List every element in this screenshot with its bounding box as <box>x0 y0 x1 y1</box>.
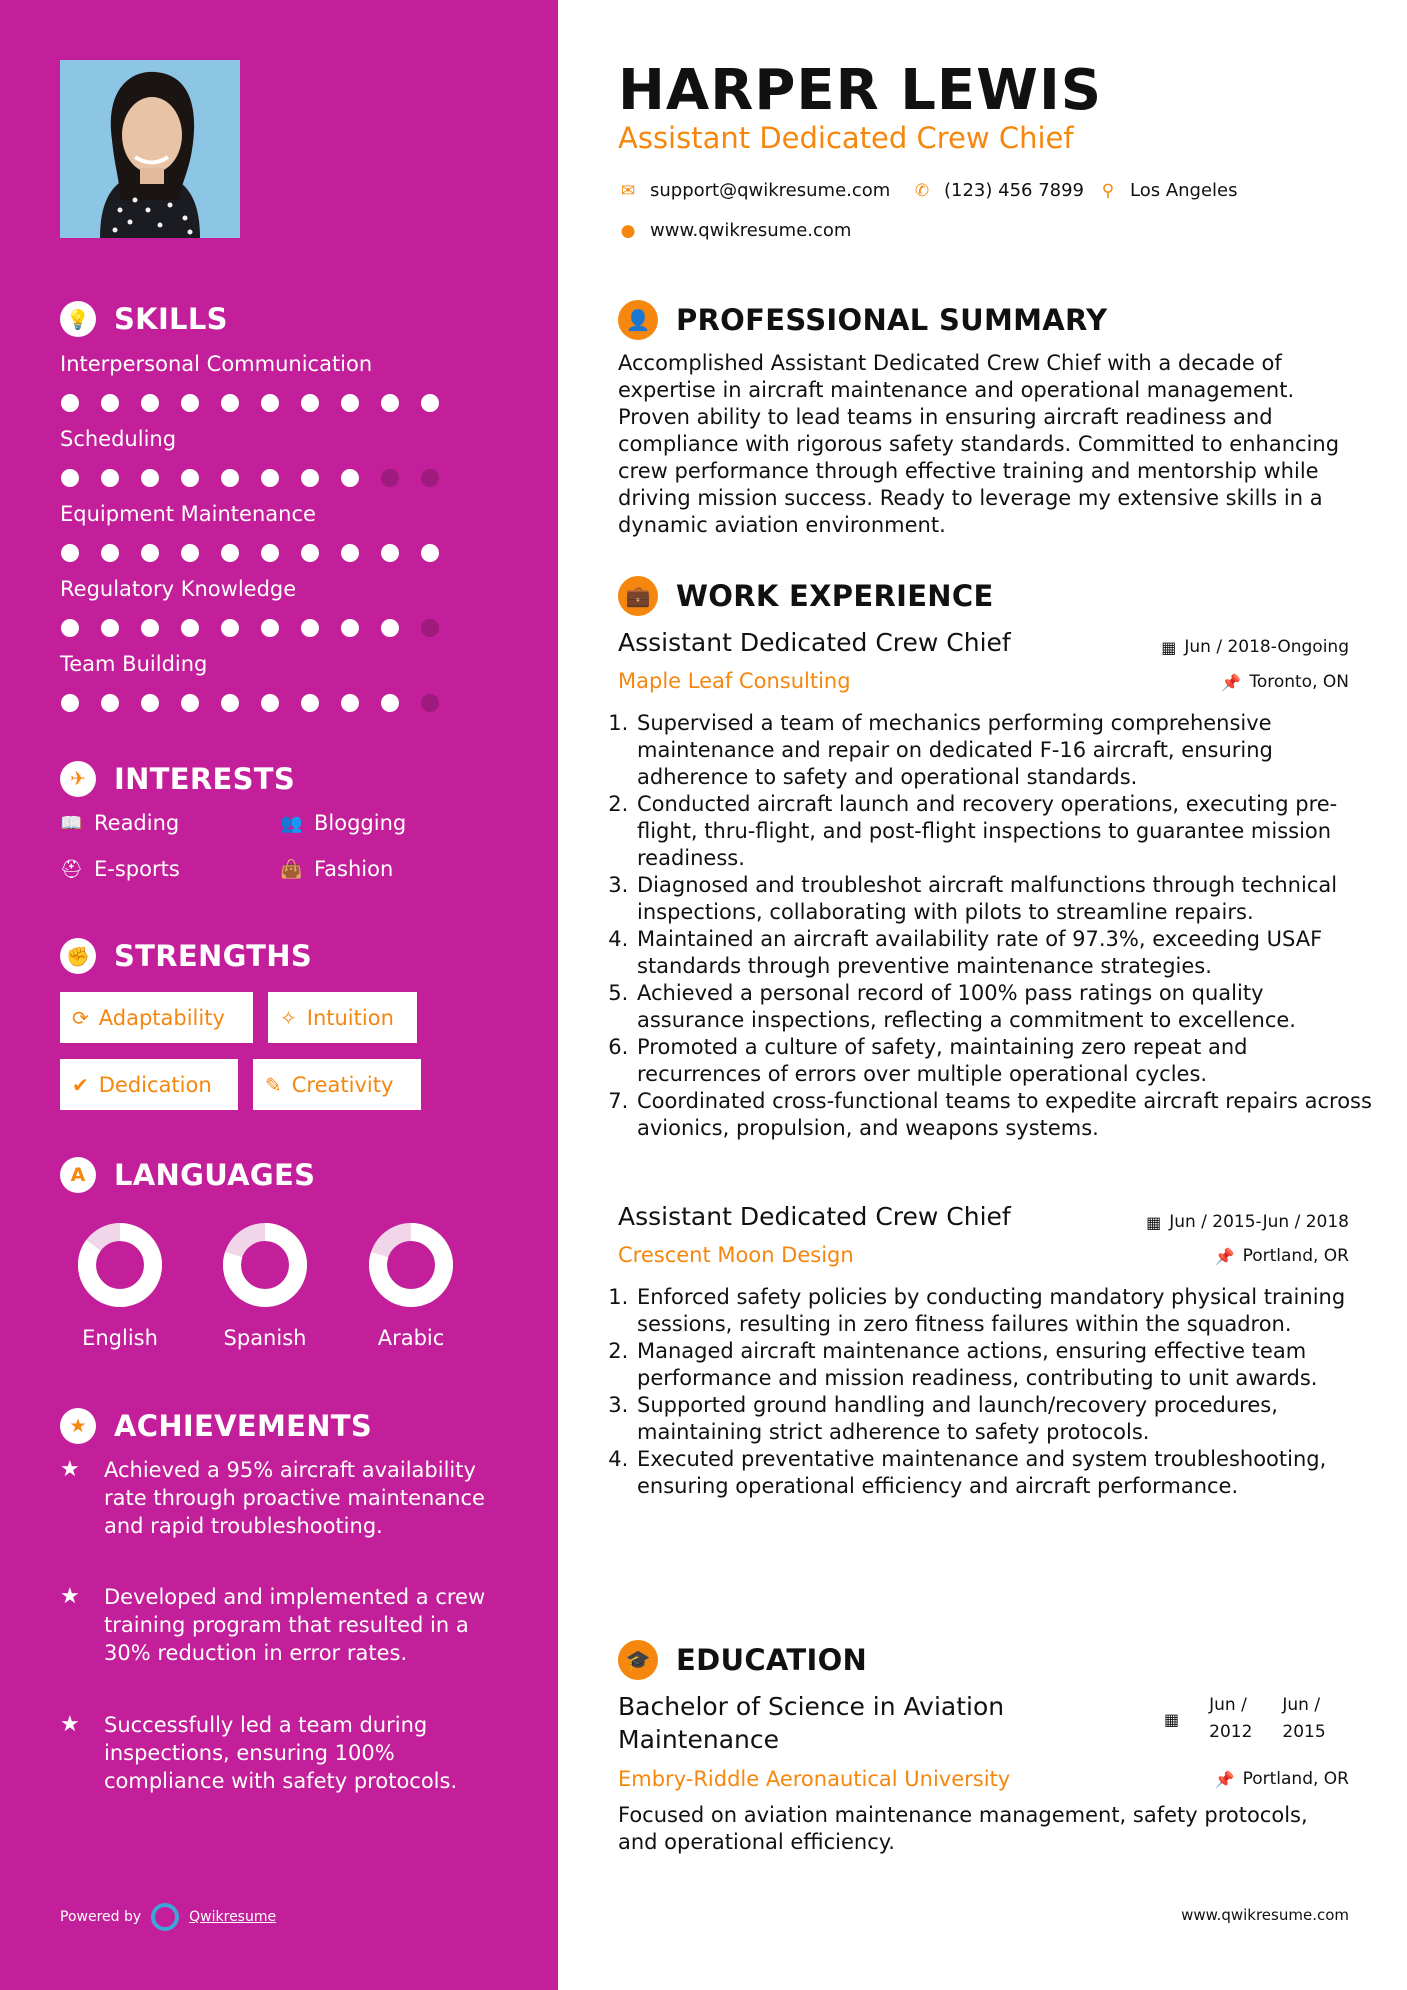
achievement-item: ★ Successfully led a team during inspections, ensuring 100% compliance with safety protocols. <box>60 1712 458 1793</box>
skill-dot <box>421 619 439 637</box>
skill-dot <box>141 469 159 487</box>
achievement-item: ★ Developed and implemented a crew training program that resulted in a 30% reduction in error rates. <box>60 1584 486 1665</box>
globe-icon: ● <box>620 220 636 241</box>
fist-icon: ✊ <box>60 938 96 974</box>
interest-item: 👥 Blogging <box>280 811 407 835</box>
skill-dot <box>301 619 319 637</box>
candidate-name: HARPER LEWIS <box>618 58 1103 123</box>
summary-heading: 👤 PROFESSIONAL SUMMARY <box>618 300 1107 340</box>
skill-dot <box>421 694 439 712</box>
skill-item: Team Building <box>60 652 500 712</box>
powered-by: Powered by Qwikresume <box>60 1903 276 1931</box>
interest-item: 👜 Fashion <box>280 857 394 881</box>
skill-dot <box>181 394 199 412</box>
skill-dot <box>141 694 159 712</box>
job-dates: ▦ Jun / 2015-Jun / 2018 <box>1146 1212 1349 1232</box>
skill-dot <box>101 394 119 412</box>
skill-dot <box>101 544 119 562</box>
skill-dot <box>261 469 279 487</box>
list-item: 1. Supervised a team of mechanics performing comprehensive maintenance and repair on dedicated F-16 aircraft, ensuring adherence to safety and operational standards. <box>635 710 1375 791</box>
skill-dot <box>381 469 399 487</box>
skill-rating <box>61 694 500 712</box>
skill-dot <box>381 694 399 712</box>
skill-item: Regulatory Knowledge <box>60 577 500 637</box>
skill-dot <box>221 694 239 712</box>
education-end: Jun / 2015 <box>1282 1695 1326 1742</box>
job-responsibilities <box>609 710 1375 1142</box>
skill-dot <box>301 469 319 487</box>
shooting-star-icon: ★ <box>60 1457 80 1482</box>
job-title: Assistant Dedicated Crew Chief <box>618 1202 1011 1231</box>
calendar-icon: ▦ <box>1164 1709 1180 1729</box>
pushpin-icon: 📌 <box>1221 672 1242 692</box>
contact-email[interactable]: ✉ support@qwikresume.com <box>618 180 890 201</box>
achievements-heading: ★ ACHIEVEMENTS <box>60 1408 372 1444</box>
skill-dot <box>221 469 239 487</box>
list-item: 2. Managed aircraft maintenance actions, ensuring effective team performance and mission readiness, contributing to unit awards. <box>635 1338 1375 1392</box>
contact-location: ⚲ Los Angeles <box>1098 180 1238 201</box>
shopping-bag-icon: 👜 <box>280 858 303 880</box>
job-company: Maple Leaf Consulting <box>618 669 851 693</box>
map-pin-icon: ⚲ <box>1101 180 1115 201</box>
skill-rating <box>61 619 500 637</box>
users-icon: 👥 <box>280 812 303 834</box>
pushpin-icon: 📌 <box>1214 1246 1235 1266</box>
shooting-star-icon: ★ <box>60 1584 80 1609</box>
lifebuoy-icon: ⛑ <box>60 858 83 880</box>
language-item: Arabic <box>356 1222 466 1350</box>
list-item: 3. Diagnosed and troubleshot aircraft malfunctions through technical inspections, collaborating with pilots to streamline repairs. <box>635 872 1375 926</box>
education-dates <box>1164 1692 1326 1746</box>
skill-dot <box>101 469 119 487</box>
graduation-icon: 🎓 <box>618 1640 658 1680</box>
strength-badge: ✎ Creativity <box>253 1059 421 1110</box>
interests-heading: ✈ INTERESTS <box>60 761 295 797</box>
job-title: Assistant Dedicated Crew Chief <box>618 628 1011 657</box>
language-ring <box>77 1222 163 1308</box>
language-ring <box>222 1222 308 1308</box>
pushpin-icon: 📌 <box>1214 1769 1235 1789</box>
skill-dot <box>61 469 79 487</box>
skill-dot <box>341 394 359 412</box>
skill-dot <box>181 544 199 562</box>
skill-dot <box>141 544 159 562</box>
shooting-star-icon: ★ <box>60 1712 80 1737</box>
strength-badge: ⟳ Adaptability <box>60 992 253 1043</box>
skill-item: Equipment Maintenance <box>60 502 500 562</box>
language-icon: A <box>60 1157 96 1193</box>
skill-dot <box>181 619 199 637</box>
list-item: 2. Conducted aircraft launch and recovery operations, executing pre-flight, thru-flight, and post-flight inspections to guarantee mission readiness. <box>635 791 1375 872</box>
skill-dot <box>381 394 399 412</box>
interest-item: 📖 Reading <box>60 811 180 835</box>
list-item: 6. Promoted a culture of safety, maintaining zero repeat and recurrences of errors over multiple operational cycles. <box>635 1034 1375 1088</box>
skill-dot <box>261 394 279 412</box>
job-company: Crescent Moon Design <box>618 1243 854 1267</box>
skill-dot <box>261 619 279 637</box>
magic-wand-icon: ✧ <box>280 1005 297 1030</box>
language-item: Spanish <box>210 1222 320 1350</box>
skill-dot <box>61 619 79 637</box>
job-dates: ▦ Jun / 2018-Ongoing <box>1161 637 1349 657</box>
contact-phone[interactable]: ✆ (123) 456 7899 <box>912 180 1084 201</box>
skill-dot <box>141 619 159 637</box>
skill-dot <box>261 544 279 562</box>
skill-rating <box>61 394 500 412</box>
skill-dot <box>341 694 359 712</box>
list-item: 3. Supported ground handling and launch/recovery procedures, maintaining strict adherence to safety protocols. <box>635 1392 1375 1446</box>
experience-heading: 💼 WORK EXPERIENCE <box>618 576 994 616</box>
calendar-icon: ▦ <box>1161 637 1177 657</box>
interest-item: ⛑ E-sports <box>60 857 180 881</box>
education-degree: Bachelor of Science in Aviation Maintenance <box>618 1692 1005 1754</box>
list-item: 4. Executed preventative maintenance and system troubleshooting, ensuring operational efficiency and aircraft performance. <box>635 1446 1375 1500</box>
skill-dot <box>181 469 199 487</box>
profile-photo <box>60 60 240 238</box>
skill-dot <box>61 694 79 712</box>
book-icon: 📖 <box>60 812 83 834</box>
skill-rating <box>61 544 500 562</box>
phone-icon: ✆ <box>914 180 930 201</box>
strength-badge: ✔ Dedication <box>60 1059 238 1110</box>
list-item: 5. Achieved a personal record of 100% pass ratings on quality assurance inspections, reflecting a commitment to excellence. <box>635 980 1375 1034</box>
user-icon: 👤 <box>618 300 658 340</box>
briefcase-icon: 💼 <box>618 576 658 616</box>
skill-dot <box>341 619 359 637</box>
footer-url[interactable]: www.qwikresume.com <box>1181 1906 1349 1924</box>
refresh-icon: ⟳ <box>72 1005 89 1030</box>
list-item: 7. Coordinated cross-functional teams to expedite aircraft repairs across avionics, propulsion, and weapons systems. <box>635 1088 1375 1142</box>
languages-heading: A LANGUAGES <box>60 1157 315 1193</box>
skill-dot <box>301 544 319 562</box>
language-ring <box>368 1222 454 1308</box>
skill-dot <box>181 694 199 712</box>
education-school: Embry-Riddle Aeronautical University <box>618 1767 1011 1791</box>
education-heading: 🎓 EDUCATION <box>618 1640 867 1680</box>
strength-badge: ✧ Intuition <box>268 992 417 1043</box>
qwikresume-link[interactable]: Qwikresume <box>189 1909 277 1925</box>
skill-dot <box>341 469 359 487</box>
skill-dot <box>381 544 399 562</box>
check-circle-icon: ✔ <box>72 1072 89 1097</box>
skill-dot <box>101 694 119 712</box>
skill-dot <box>221 619 239 637</box>
job-location: 📌 Portland, OR <box>1214 1246 1349 1266</box>
education-location: 📌 Portland, OR <box>1214 1769 1349 1789</box>
paper-plane-icon: ✈ <box>60 761 96 797</box>
skill-dot <box>301 394 319 412</box>
skill-item: Scheduling <box>60 427 500 487</box>
job-location: 📌 Toronto, ON <box>1221 672 1349 692</box>
skills-heading: 💡 SKILLS <box>60 301 228 337</box>
skill-item: Interpersonal Communication <box>60 352 500 412</box>
list-item: 4. Maintained an aircraft availability rate of 97.3%, exceeding USAF standards through preventive maintenance strategies. <box>635 926 1375 980</box>
skill-dot <box>101 619 119 637</box>
skill-dot <box>61 544 79 562</box>
paint-brush-icon: ✎ <box>265 1072 282 1097</box>
sidebar <box>0 0 558 1990</box>
summary-text: Accomplished Assistant Dedicated Crew Chief with a decade of expertise in aircraft maintenance and operational management. Proven ability to lead teams in ensuring aircraft readiness and compliance with rigorous safety standards. Committed to enhancing crew performance through effective training and mentorship while driving mission success. Ready to leverage my extensive skills in a dynamic aviation environment. <box>618 351 1340 537</box>
skill-dot <box>421 544 439 562</box>
qwikresume-logo-icon <box>151 1903 179 1931</box>
skill-dot <box>341 544 359 562</box>
lightbulb-icon: 💡 <box>60 301 96 337</box>
contact-website[interactable]: ● www.qwikresume.com <box>618 220 851 241</box>
language-item: English <box>65 1222 175 1350</box>
skill-dot <box>381 619 399 637</box>
skill-dot <box>421 394 439 412</box>
list-item: 1. Enforced safety policies by conducting mandatory physical training sessions, resulting in zero fitness failures within the squadron. <box>635 1284 1375 1338</box>
achievement-item: ★ Achieved a 95% aircraft availability rate through proactive maintenance and rapid troubleshooting. <box>60 1457 485 1538</box>
education-description: Focused on aviation maintenance management, safety protocols, and operational efficiency. <box>618 1803 1308 1854</box>
strengths-heading: ✊ STRENGTHS <box>60 938 312 974</box>
candidate-title: Assistant Dedicated Crew Chief <box>618 121 1074 155</box>
star-icon: ★ <box>60 1408 96 1444</box>
skill-dot <box>301 694 319 712</box>
skill-dot <box>221 544 239 562</box>
education-start: Jun / 2012 <box>1209 1695 1253 1742</box>
skill-dot <box>221 394 239 412</box>
job-responsibilities <box>609 1284 1375 1500</box>
skill-dot <box>421 469 439 487</box>
skill-dot <box>141 394 159 412</box>
calendar-icon: ▦ <box>1146 1212 1162 1232</box>
skill-dot <box>61 394 79 412</box>
skill-rating <box>61 469 500 487</box>
envelope-icon: ✉ <box>620 180 636 201</box>
skill-dot <box>261 694 279 712</box>
